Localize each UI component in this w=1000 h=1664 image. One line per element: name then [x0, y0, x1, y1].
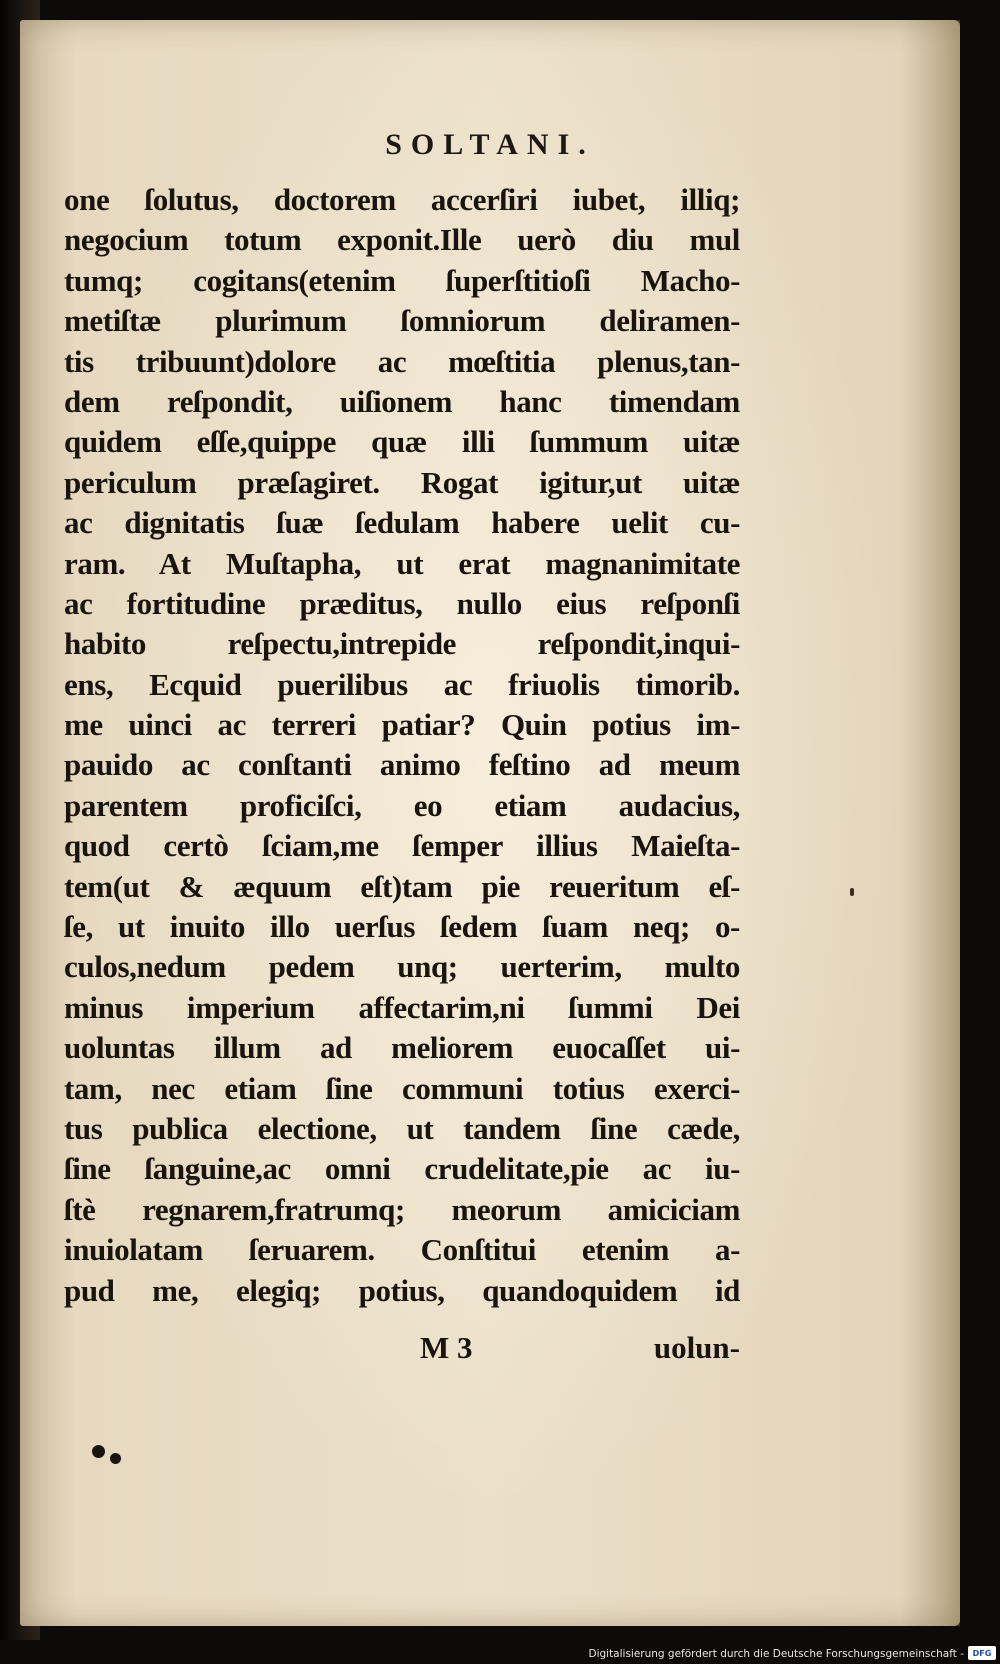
text-line: metiſtæ plurimum ſomniorum deliramen-	[64, 303, 740, 339]
text-line: one ſolutus, doctorem accerſiri iubet, illiq;	[64, 182, 740, 217]
credit-bar	[0, 1640, 1000, 1664]
text-line: ens, Ecquid puerilibus ac friuolis timorib.	[64, 666, 740, 702]
text-line: pauido ac conſtanti animo feſtino ad meum	[64, 747, 740, 783]
ink-speck	[850, 888, 854, 896]
text-line: ac fortitudine præditus, nullo eius reſponſi	[64, 585, 740, 621]
text-line: periculum præſagiret. Rogat igitur,ut uitæ	[64, 464, 740, 500]
text-line: tumq; cogitans(etenim ſuperſtitioſi Macho-	[64, 262, 740, 298]
page-footer	[64, 1330, 740, 1370]
page-edge-shadow	[900, 20, 960, 1626]
text-line: minus imperium affectarim,ni ſummi Dei	[64, 989, 740, 1025]
digitization-credit: Digitalisierung gefördert durch die Deutsche Forschungsgemeinschaft -	[588, 1648, 964, 1660]
dfg-logo: DFG	[968, 1646, 996, 1660]
text-line: tis tribuunt)dolore ac mœſtitia plenus,tan-	[64, 343, 740, 379]
text-line: inuiolatam ſeruarem. Conſtitui etenim a-	[64, 1232, 740, 1268]
ink-dot	[92, 1445, 105, 1458]
running-head: SOLTANI.	[385, 128, 595, 161]
text-block	[64, 180, 740, 1311]
text-line: pud me, elegiq; potius, quandoquidem id	[64, 1272, 740, 1308]
text-line: culos,nedum pedem unq; uerterim, multo	[64, 949, 740, 985]
text-line: tam, nec etiam ſine communi totius exerci-	[64, 1070, 740, 1106]
text-line: ſtè regnarem,fratrumq; meorum amiciciam	[64, 1191, 740, 1227]
text-line: parentem proficiſci, eo etiam audacius,	[64, 787, 740, 823]
text-line: ram. At Muſtapha, ut erat magnanimitate	[64, 545, 740, 581]
text-line: quod certò ſciam,me ſemper illius Maieſta-	[64, 828, 740, 864]
text-line: ac dignitatis ſuæ ſedulam habere uelit cu-	[64, 505, 740, 541]
text-line: tem(ut & æquum eſt)tam pie reueritum eſ-	[64, 868, 740, 904]
text-line: dem reſpondit, uiſionem hanc timendam	[64, 383, 740, 419]
text-line: negocium totum exponit.Ille uerò diu mul	[64, 222, 740, 258]
ink-dot	[110, 1453, 121, 1464]
catchword: uolun-	[653, 1330, 740, 1365]
text-line: ſe, ut inuito illo uerſus ſedem ſuam neq; o-	[64, 909, 740, 945]
signature-mark: M 3	[420, 1330, 473, 1365]
text-line: ſine ſanguine,ac omni crudelitate,pie ac iu-	[64, 1151, 740, 1187]
text-line: tus publica electione, ut tandem ſine cæde,	[64, 1110, 740, 1146]
text-line: quidem eſſe,quippe quæ illi ſummum uitæ	[64, 424, 740, 460]
book-page	[20, 20, 960, 1626]
text-line: uoluntas illum ad meliorem euocaſſet ui-	[64, 1030, 740, 1066]
ink-blot-dots	[92, 1445, 132, 1475]
text-line: habito reſpectu,intrepide reſpondit,inqui-	[64, 626, 740, 662]
text-line: me uinci ac terreri patiar? Quin potius im-	[64, 707, 740, 743]
